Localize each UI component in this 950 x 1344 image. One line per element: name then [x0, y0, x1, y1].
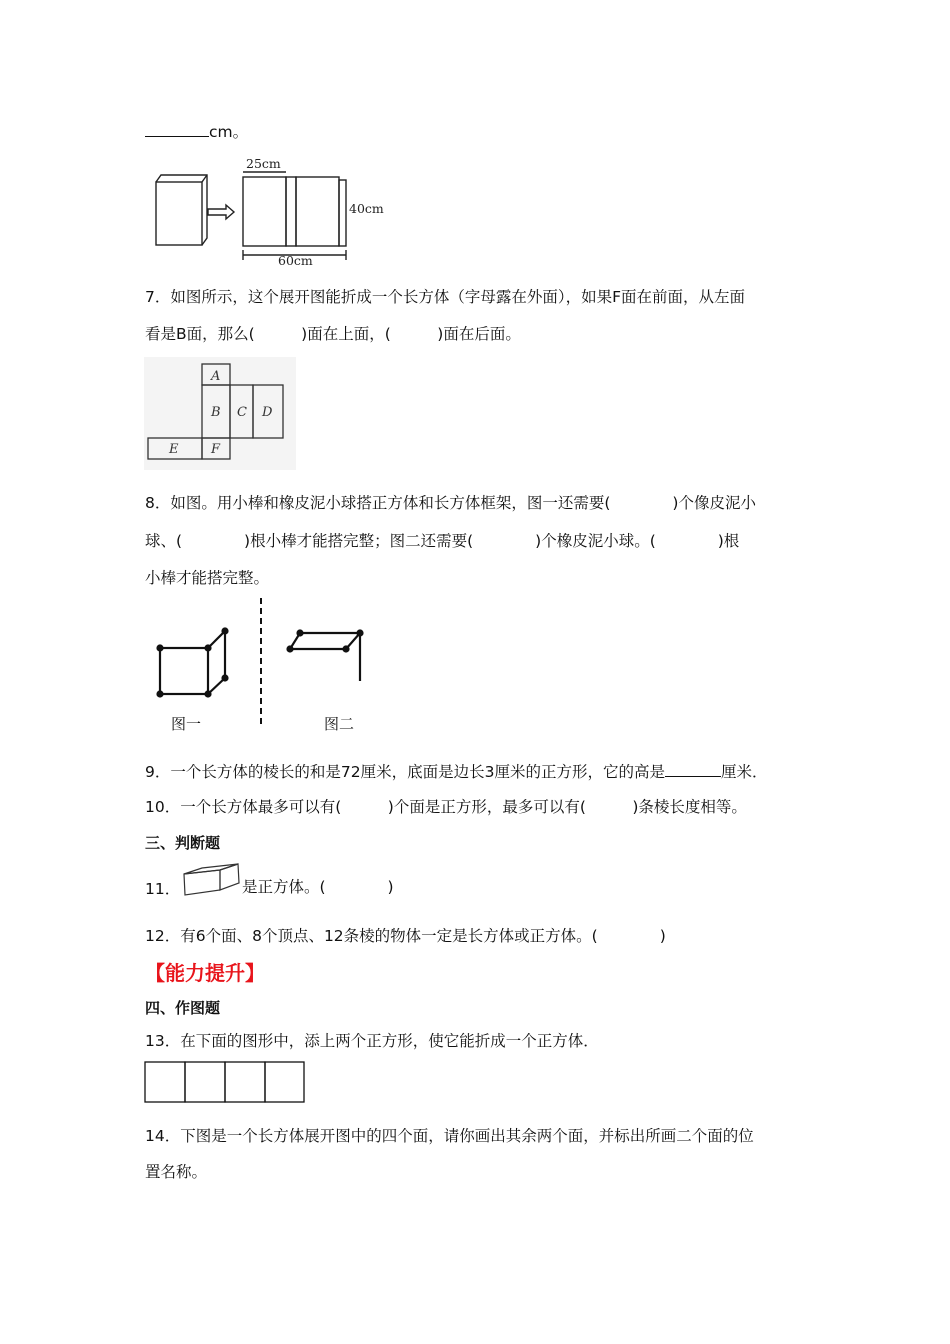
q11-cuboid-figure — [182, 862, 242, 898]
q7-line2: 看是B面，那么( )面在上面，( )面在后面。 — [145, 325, 521, 343]
q8-line2: 球、( )根小棒才能搭完整；图二还需要( )个橡皮泥小球。( )根 — [145, 532, 740, 550]
q10-line: 10．一个长方体最多可以有( )个面是正方形，最多可以有( )条棱长度相等。 — [145, 798, 747, 816]
q6-answer-line — [145, 122, 248, 142]
section-three-title: 三、判断题 — [145, 834, 221, 852]
q7-net-figure — [144, 357, 296, 470]
q8-figures — [150, 596, 380, 736]
answer-blank[interactable] — [145, 122, 209, 137]
figure-one-cube-frame — [160, 631, 225, 694]
q8-line1: 8．如图。用小棒和橡皮泥小球搭正方体和长方体框架，图一还需要( )个像皮泥小 — [145, 494, 756, 512]
figure-one-label: 图一 — [171, 715, 202, 733]
face-e: E — [169, 442, 179, 457]
q7-line1: 7．如图所示，这个展开图能折成一个长方体（字母露在外面），如果F面在前面，从左面 — [145, 288, 746, 306]
ability-banner: 【能力提升】 — [145, 961, 265, 985]
face-d: D — [262, 405, 273, 420]
face-a: A — [211, 369, 221, 384]
q14-line1: 14．下图是一个长方体展开图中的四个面，请你画出其余两个面，并标出所画二个面的位 — [145, 1127, 754, 1145]
q14-line2: 置名称。 — [145, 1163, 208, 1181]
q13-squares-figure[interactable] — [144, 1061, 306, 1103]
total-length-label: 60cm — [278, 253, 313, 268]
q9-line — [145, 762, 767, 782]
q8-line3: 小棒才能搭完整。 — [145, 569, 270, 587]
width-label: 25cm — [246, 156, 281, 171]
face-c: C — [237, 405, 247, 420]
q12-line: 12．有6个面、8个顶点、12条棱的物体一定是长方体或正方体。( ) — [145, 927, 666, 945]
face-f: F — [211, 442, 221, 457]
q6-figure — [150, 155, 390, 267]
q6-unit: cm。 — [209, 123, 249, 141]
section-four-title: 四、作图题 — [145, 999, 221, 1017]
figure-two-label: 图二 — [324, 715, 355, 733]
q11-text: 是正方体。( ) — [242, 878, 394, 896]
answer-blank[interactable] — [665, 762, 721, 777]
q13-line: 13．在下面的图形中，添上两个正方形，使它能折成一个正方体． — [145, 1032, 599, 1050]
q9-text-b: 厘米． — [720, 763, 768, 781]
q9-text-a: 9．一个长方体的棱长的和是72厘米，底面是边长3厘米的正方形，它的高是 — [145, 763, 665, 781]
height-label: 40cm — [349, 201, 384, 216]
q11-num: 11． — [145, 880, 181, 898]
face-b: B — [211, 405, 221, 420]
figure-two-cuboid-frame — [290, 633, 360, 681]
